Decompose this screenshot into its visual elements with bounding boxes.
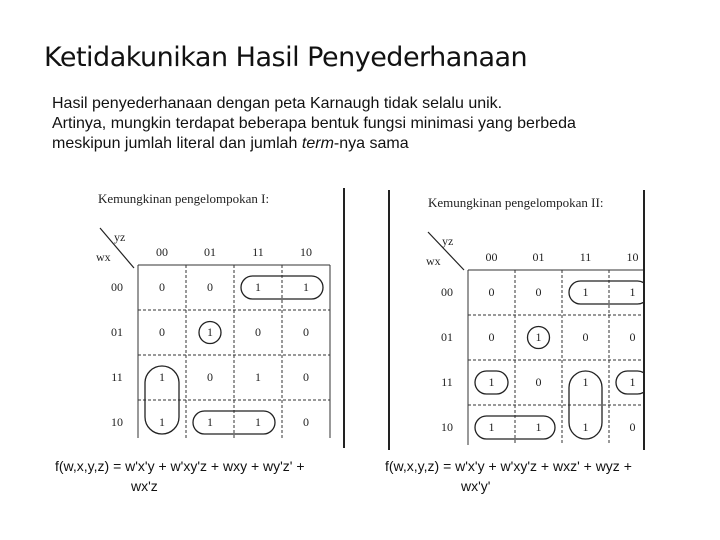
kmap-2-heading: Kemungkinan pengelompokan II:: [428, 195, 604, 210]
row-header: 10: [111, 414, 123, 429]
column-header: 00: [485, 250, 498, 264]
corner-label-wx: wx: [426, 254, 441, 268]
column-header: 11: [579, 250, 592, 264]
kmap-cell: 0: [629, 329, 636, 344]
intro-text: [52, 94, 692, 154]
kmap-cell: 1: [255, 279, 261, 294]
kmap-2-grid: [388, 190, 643, 445]
kmap-cell: 1: [629, 374, 636, 389]
column-header: 10: [626, 250, 639, 264]
formula-1-line-1: f(w,x,y,z) = w'x'y + w'xy'z + wxy + wy'z' +: [55, 458, 305, 474]
row-header: 01: [441, 329, 453, 344]
corner-label-yz: yz: [442, 234, 454, 248]
column-header: 01: [204, 245, 216, 259]
kmap-cell: 1: [207, 414, 213, 429]
kmap-cell: 0: [159, 324, 165, 339]
kmap-cell: 1: [303, 279, 309, 294]
kmap-cell: 0: [535, 374, 542, 389]
kmap-1-grid: [90, 188, 345, 438]
kmap-cell: 0: [303, 369, 309, 384]
kmap-cell: 1: [255, 414, 261, 429]
kmap-cell: 1: [488, 374, 495, 389]
kmap-cell: 0: [207, 369, 213, 384]
row-header: 00: [441, 284, 453, 299]
kmap-1-heading: Kemungkinan pengelompokan I:: [98, 191, 270, 206]
corner-label-wx: wx: [96, 250, 111, 264]
row-header: 11: [441, 374, 453, 389]
kmap-cell: 0: [488, 284, 495, 299]
kmap-cell: 0: [303, 324, 309, 339]
intro-line-3-start: meskipun jumlah literal dan jumlah: [52, 135, 302, 152]
formula-2-line-2: wx'y': [461, 478, 491, 494]
kmap-cell: 0: [255, 324, 261, 339]
kmap-cell: 1: [629, 284, 636, 299]
column-header: 00: [156, 245, 168, 259]
kmap-cell: 1: [582, 374, 589, 389]
kmap-grouping-1: [90, 188, 345, 438]
kmap-cell: 0: [488, 329, 495, 344]
kmap-cell: 1: [488, 419, 495, 434]
kmap-cell: 1: [535, 419, 542, 434]
kmap-cell: 0: [582, 329, 589, 344]
intro-line-3-end: -nya sama: [333, 135, 409, 152]
kmap-cell: 1: [207, 324, 213, 339]
kmap-cell: 1: [582, 419, 589, 434]
kmap-cell: 1: [159, 414, 165, 429]
kmap-cell: 0: [207, 279, 213, 294]
intro-line-2: Artinya, mungkin terdapat beberapa bentuk fungsi minimasi yang berbeda: [52, 115, 576, 132]
row-header: 10: [441, 419, 453, 434]
formula-2-line-1: f(w,x,y,z) = w'x'y + w'xy'z + wxz' + wyz +: [385, 458, 632, 474]
kmap-cell: 1: [255, 369, 261, 384]
column-header: 11: [252, 245, 264, 259]
row-header: 01: [111, 324, 123, 339]
formula-1: [55, 456, 305, 496]
kmap-cell: 1: [582, 284, 589, 299]
formula-2: [385, 456, 632, 496]
kmap-cell: 1: [535, 329, 542, 344]
term-word: term: [301, 135, 334, 152]
kmap-cell: 0: [159, 279, 165, 294]
intro-line-1: Hasil penyederhanaan dengan peta Karnaugh tidak selalu unik.: [52, 95, 503, 112]
row-header: 00: [111, 279, 123, 294]
formula-1-line-2: wx'z: [131, 478, 158, 494]
kmap-grouping-2: [388, 190, 643, 445]
column-header: 01: [532, 250, 545, 264]
kmap-cell: 0: [303, 414, 309, 429]
kmap-cell: 0: [535, 284, 542, 299]
kmap-cell: 0: [629, 419, 636, 434]
page-title: Ketidakunikan Hasil Penyederhanaan: [44, 42, 528, 73]
kmap-cell: 1: [159, 369, 165, 384]
row-header: 11: [111, 369, 123, 384]
corner-label-yz: yz: [114, 230, 126, 244]
column-header: 10: [300, 245, 312, 259]
intro-line-3: [52, 134, 692, 154]
